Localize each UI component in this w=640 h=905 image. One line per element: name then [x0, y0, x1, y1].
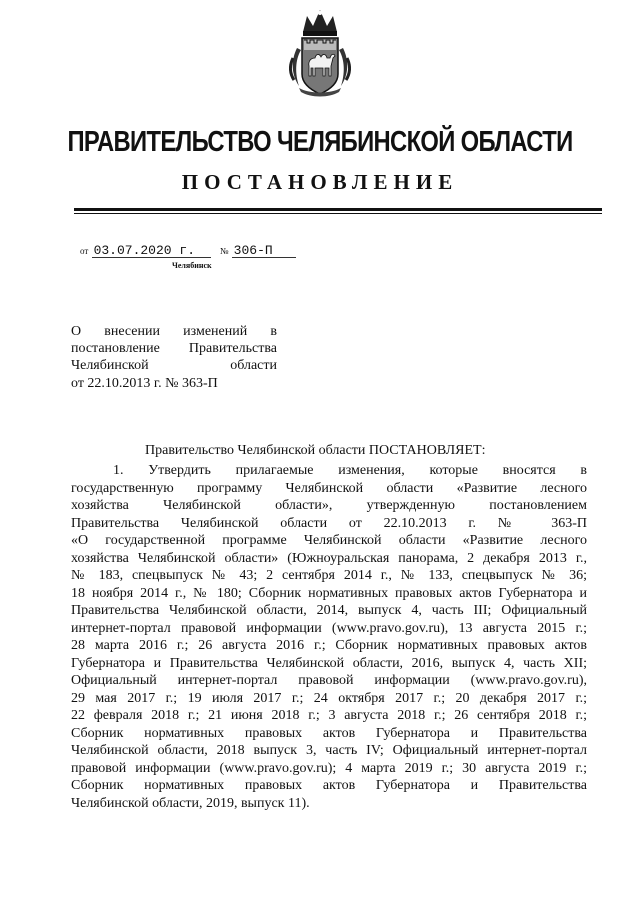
resolution-heading: Правительство Челябинской области ПОСТАНОВЛЯЕТ: [145, 443, 486, 458]
body-line: 22 февраля 2018 г.; 21 июня 2018 г.; 3 августа 2018 г.; 26 сентября 2018 г.; [71, 708, 587, 723]
body-line: Сборник нормативных правовых актов Губернатора и Правительства [71, 778, 587, 793]
body-line: интернет-портал правовой информации (www.pravo.gov.ru), 13 августа 2015 г.; [71, 620, 587, 636]
body-line: Правительства Челябинской области от 22.10.2013 г. № 363-П [71, 515, 587, 531]
body-line: № 183, спецвыпуск № 43; 2 сентября 2014 г., № 133, спецвыпуск № 36; [71, 568, 587, 583]
body-line: 1. Утвердить прилагаемые изменения, которые вносятся в [113, 463, 587, 478]
header-divider-thin [74, 213, 602, 214]
number-sign-label: № [219, 246, 229, 256]
body-line: 18 ноября 2014 г., № 180; Сборник нормативных правовых актов Губернатора и [71, 585, 587, 601]
subject-line: постановление Правительства [71, 341, 277, 357]
body-line: Губернатора и Правительства Челябинской области, 2016, выпуск 4, часть XII; [71, 655, 587, 671]
body-line: «О государственной программе Челябинской области «Развитие лесного [71, 533, 587, 548]
body-line: Челябинской области, 2018 выпуск 3, часть IV; Официальный интернет-портал [71, 743, 587, 758]
body-line: Сборник нормативных правовых актов Губернатора и Правительства [71, 725, 587, 741]
body-line: 29 мая 2017 г.; 19 июля 2017 г.; 24 октября 2017 г.; 20 декабря 2017 г.; [71, 690, 587, 706]
document-type: ПОСТАНОВЛЕНИЕ [181, 170, 459, 194]
document-date: 03.07.2020 г. [92, 244, 211, 258]
subject-line: Челябинской области [71, 358, 277, 374]
document-subject [71, 323, 277, 392]
document-title: ПРАВИТЕЛЬСТВО ЧЕЛЯБИНСКОЙ ОБЛАСТИ [67, 126, 573, 158]
subject-line: О внесении изменений в [71, 324, 277, 339]
body-line: хозяйства Челябинской области» (Южноуральская панорама, 2 декабря 2013 г., [71, 550, 587, 566]
body-line: Официальный интернет-портал правовой информации (www.pravo.gov.ru), [71, 673, 587, 688]
body-line: правовой информации (www.pravo.gov.ru); 4 марта 2019 г.; 30 августа 2019 г.; [71, 760, 587, 776]
date-number-line [80, 242, 296, 258]
body-line: Челябинской области, 2019, выпуск 11). [71, 795, 310, 811]
document-number: 306-П [232, 244, 296, 258]
header-divider-thick [74, 208, 602, 211]
date-prefix-label: от [80, 246, 89, 256]
body-line: Правительства Челябинской области, 2014, выпуск 4, часть III; Официальный [71, 603, 587, 618]
city-label: Челябинск [172, 261, 212, 270]
subject-line: от 22.10.2013 г. № 363-П [71, 375, 218, 391]
coat-of-arms-emblem [289, 8, 351, 98]
body-line: государственную программу Челябинской области «Развитие лесного [71, 480, 587, 496]
body-line: 28 марта 2016 г.; 26 августа 2016 г.; Сборник нормативных правовых актов [71, 638, 587, 653]
document-body [71, 462, 587, 812]
body-line: хозяйства Челябинской области», утвержденную постановлением [71, 498, 587, 513]
